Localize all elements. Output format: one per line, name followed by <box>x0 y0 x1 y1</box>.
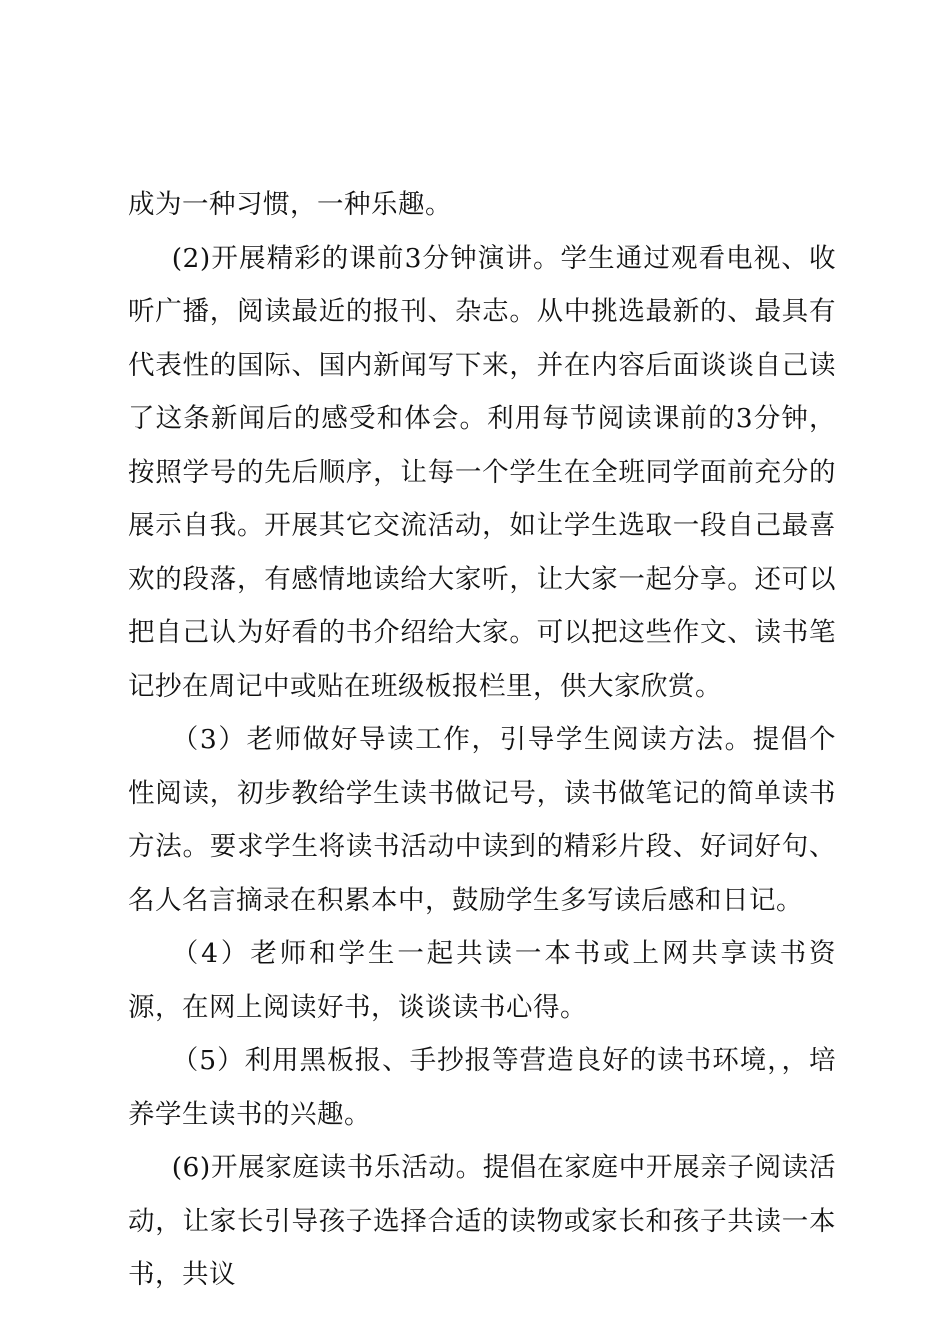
paragraph-continuation: 成为一种习惯，一种乐趣。 <box>128 189 452 220</box>
body-text <box>128 178 836 1302</box>
paragraph-item-3: （3）老师做好导读工作，引导学生阅读方法。提倡个性阅读，初步教给学生读书做记号，读书做笔记的简单读书方法。要求学生将读书活动中读到的精彩片段、好词好句、名人名言摘录在积累本中，鼓励学生多写读后感和日记。 <box>128 724 836 916</box>
paragraph-item-4: （4）老师和学生一起共读一本书或上网共享读书资源，在网上阅读好书，谈谈读书心得。 <box>128 938 836 1023</box>
paragraph-item-6: (6)开展家庭读书乐活动。提倡在家庭中开展亲子阅读活动，让家长引导孩子选择合适的读物或家长和孩子共读一本书，共议 <box>128 1152 836 1290</box>
paragraph-item-2: (2)开展精彩的课前3分钟演讲。学生通过观看电视、收听广播，阅读最近的报刊、杂志。从中挑选最新的、最具有代表性的国际、国内新闻写下来，并在内容后面谈谈自己读了这条新闻后的感受和体会。利用每节阅读课前的3分钟，按照学号的先后顺序，让每一个学生在全班同学面前充分的展示自我。开展其它交流活动，如让学生选取一段自己最喜欢的段落，有感情地读给大家听，让大家一起分享。还可以把自己认为好看的书介绍给大家。可以把这些作文、读书笔记抄在周记中或贴在班级板报栏里，供大家欣赏。 <box>128 242 836 702</box>
paragraph-item-5: （5）利用黑板报、手抄报等营造良好的读书环境，，培养学生读书的兴趣。 <box>128 1045 836 1130</box>
